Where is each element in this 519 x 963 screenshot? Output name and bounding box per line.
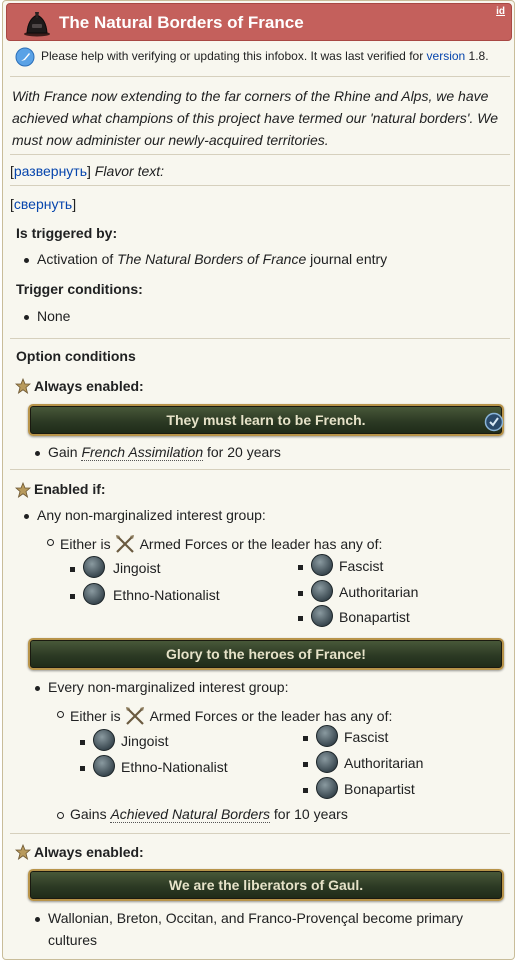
expand-row: [развернуть] Flavor text: xyxy=(10,163,165,179)
option2-condition-2: Every non-marginalized interest group: xyxy=(48,679,289,695)
id-link[interactable]: id xyxy=(496,6,505,17)
ideology-item: Fascist xyxy=(316,729,388,745)
ideology-item: Ethno-Nationalist xyxy=(83,587,220,603)
ideology-item: Jingoist xyxy=(93,733,168,749)
fascist-icon xyxy=(316,725,338,747)
jingoist-icon xyxy=(93,729,115,751)
option3-effect-cont: cultures xyxy=(48,932,98,948)
authoritarian-icon xyxy=(316,751,338,773)
ethno-nationalist-icon xyxy=(83,583,105,605)
star-icon xyxy=(15,844,31,860)
triggered-heading: Is triggered by: xyxy=(16,225,118,241)
trigger-conditions-heading: Trigger conditions: xyxy=(16,281,143,297)
option1-effect: Gain French Assimilation for 20 years xyxy=(48,444,281,460)
crossed-swords-icon xyxy=(114,533,136,555)
triggered-item: Activation of The Natural Borders of France journal entry xyxy=(37,251,388,267)
bonapartist-icon xyxy=(316,777,338,799)
option2-banner-label: Glory to the heroes of France! xyxy=(166,646,366,662)
divider xyxy=(10,154,510,155)
ideology-item: Ethno-Nationalist xyxy=(93,759,228,775)
option3-effect: Wallonian, Breton, Occitan, and Franco-Provençal become primary xyxy=(48,910,463,926)
either-line: Either is Armed Forces or the leader has any of: xyxy=(60,533,382,555)
ideology-item: Bonapartist xyxy=(316,781,415,797)
info-icon xyxy=(15,47,35,67)
ideology-item: Authoritarian xyxy=(311,584,418,600)
trigger-condition-item: None xyxy=(37,308,71,324)
divider xyxy=(10,469,510,470)
verify-text: Please help with verifying or updating this infobox. It was last verified for version 1.8. xyxy=(41,49,489,63)
infobox-title: The Natural Borders of France xyxy=(59,13,304,32)
ideology-item: Jingoist xyxy=(83,560,160,576)
option-conditions-heading: Option conditions xyxy=(16,348,136,364)
option2-header: Enabled if: xyxy=(34,481,106,497)
infobox-title-bar xyxy=(6,3,512,41)
divider xyxy=(10,833,510,834)
divider xyxy=(10,185,510,186)
crossed-swords-icon xyxy=(124,705,146,727)
option1-banner-label: They must learn to be French. xyxy=(166,412,366,428)
ideology-item: Authoritarian xyxy=(316,755,423,771)
either-line: Either is Armed Forces or the leader has any of: xyxy=(70,705,392,727)
divider xyxy=(10,76,510,77)
version-link[interactable]: version xyxy=(426,49,466,63)
event-infobox xyxy=(2,0,515,960)
gains-line: Gains Achieved Natural Borders for 10 years xyxy=(70,806,348,822)
option1-banner[interactable] xyxy=(28,404,504,436)
ideology-item: Bonapartist xyxy=(311,609,410,625)
flavor-text-label: Flavor text: xyxy=(94,163,165,179)
jingoist-icon xyxy=(83,556,105,578)
helmet-icon xyxy=(22,9,52,37)
option3-banner-label: We are the liberators of Gaul. xyxy=(168,877,364,893)
collapse-row: [свернуть] xyxy=(10,196,77,212)
fascist-icon xyxy=(311,554,333,576)
option2-banner[interactable] xyxy=(28,638,504,670)
ideology-item: Fascist xyxy=(311,558,383,574)
divider xyxy=(10,338,510,339)
option2-condition: Any non-marginalized interest group: xyxy=(37,507,266,523)
option3-banner[interactable] xyxy=(28,869,504,901)
authoritarian-icon xyxy=(311,580,333,602)
ethno-nationalist-icon xyxy=(93,755,115,777)
collapse-link[interactable]: свернуть xyxy=(13,196,73,212)
star-icon xyxy=(15,482,31,498)
option1-header: Always enabled: xyxy=(34,378,144,394)
star-icon xyxy=(15,378,31,394)
option3-header: Always enabled: xyxy=(34,844,144,860)
bonapartist-icon xyxy=(311,605,333,627)
flavor-text: With France now extending to the far corners of the Rhine and Alps, we have achieved what champions of this project have termed our 'natural borders'. We must now administer our newly-acquired territories. xyxy=(12,88,499,148)
checkmark-icon xyxy=(484,412,504,432)
expand-link[interactable]: развернуть xyxy=(13,163,88,179)
